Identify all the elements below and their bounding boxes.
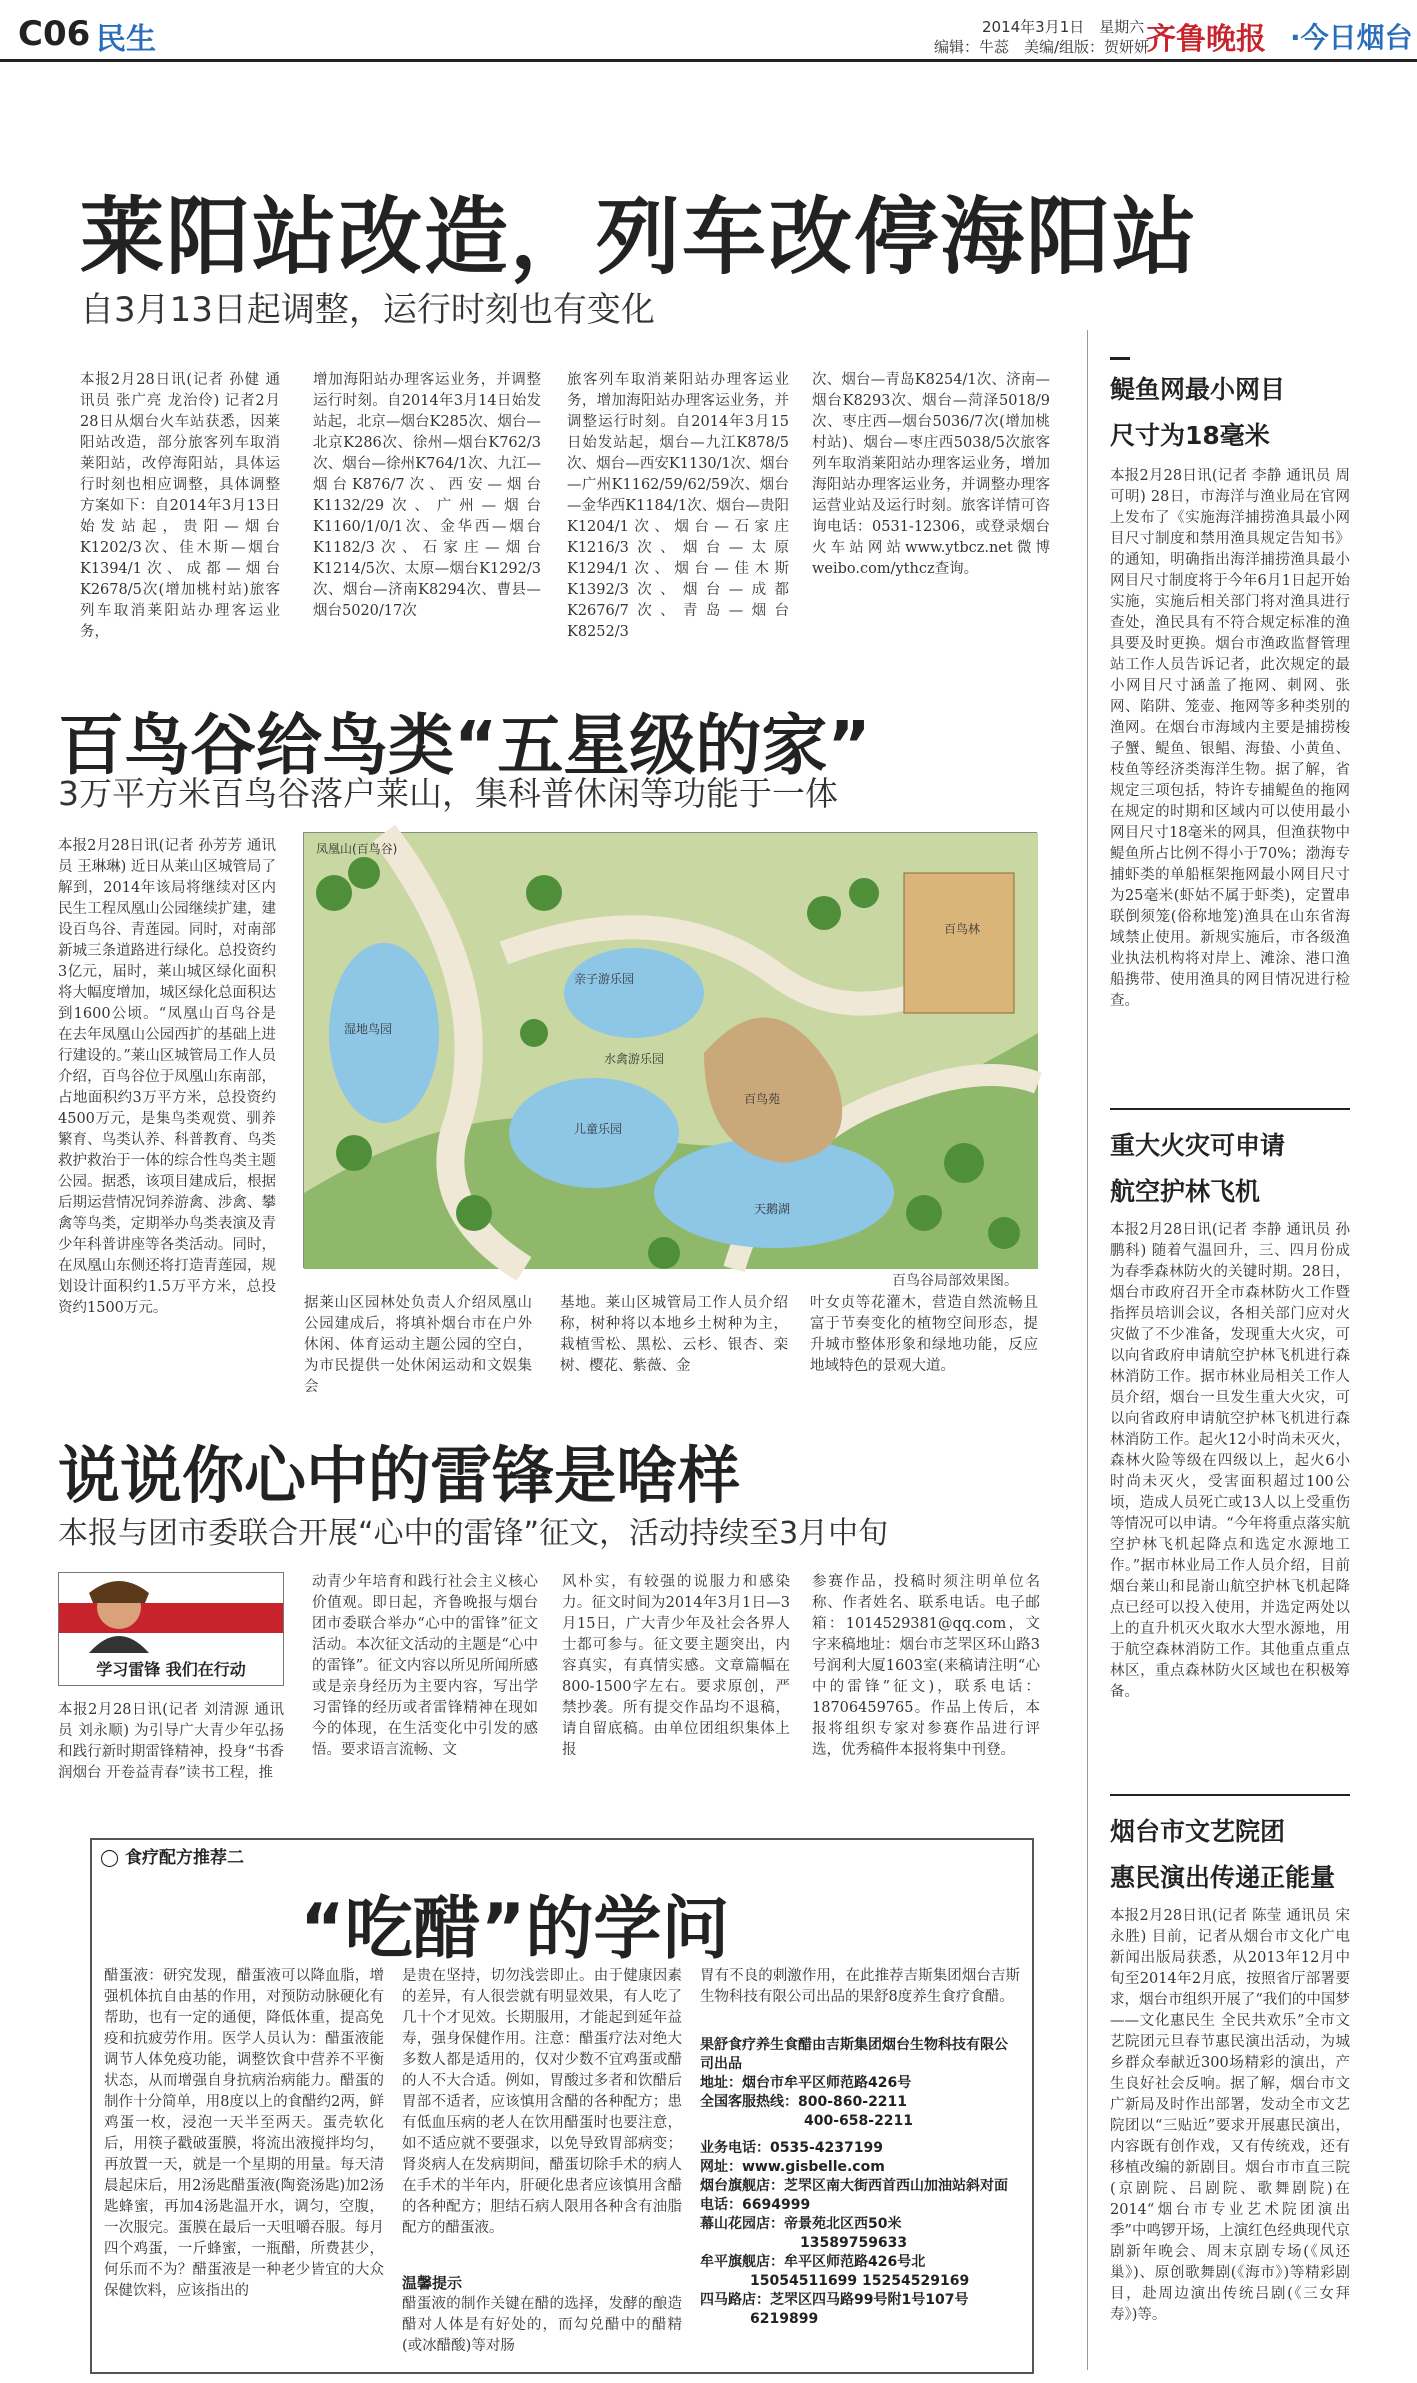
issue-date: 2014年3月1日 星期六 xyxy=(982,18,1145,36)
ad-line: 地址：烟台市牟平区师范路426号 xyxy=(700,2075,912,2091)
article-column: 次、烟台—青岛K8254/1次、济南—烟台K8293次、烟台—菏泽5018/9次、枣庄西—烟台5036/7次(增加桃村站)、烟台—枣庄西5038/5次旅客列车取消莱阳站办理客运业务，增加海阳站办理客运业务，并调整办理客运营业站及运行时刻。旅客详情可咨询电话：0531-12306，或登录烟台火车站网站www.ytbcz.net微博weibo.com/ythcz查询。 xyxy=(812,372,1050,577)
badge-caption: 学习雷锋 我们在行动 xyxy=(96,1660,246,1679)
bird-valley-rendering xyxy=(303,832,1037,1268)
article-column: 据莱山区园林处负责人介绍凤凰山公园建成后，将填补烟台市在户外休闲、体育运动主题公园的空白，为市民提供一处休闲运动和文娱集会 xyxy=(304,1295,532,1395)
map-label: 百鸟林 xyxy=(944,922,981,936)
section-name: 民生 xyxy=(96,22,156,57)
side-headline: 鳀鱼网最小网目 xyxy=(1110,375,1286,404)
ad-line: 全国客服热线：800-860-2211 xyxy=(700,2094,908,2110)
map-label: 凤凰山(百鸟谷) xyxy=(316,842,398,856)
editors-credit: 编辑：牛蕊 美编/组版：贺妍妍 xyxy=(934,38,1150,56)
leifeng-portrait-icon xyxy=(59,1573,283,1653)
ad-line: 400-658-2211 xyxy=(804,2113,914,2129)
feature-tag-label: 食疗配方推荐二 xyxy=(124,1848,244,1868)
page-number: C06 xyxy=(18,14,91,54)
section-divider xyxy=(1110,1108,1350,1110)
map-label: 天鹅湖 xyxy=(754,1202,791,1216)
section-divider xyxy=(1110,1794,1350,1796)
article-column: 风朴实，有较强的说服力和感染力。征文时间为2014年3月1日—3月15日，广大青少年及社会各界人士都可参与。征文要主题突出，内容真实，有真情实感。文章篇幅在800-1500字左右。要求原创，严禁抄袭。所有提交作品均不退稿，请自留底稿。由单位团组织集体上报 xyxy=(562,1574,790,1758)
side-article: 本报2月28日讯(记者 李静 通讯员 孙鹏科) 随着气温回升，三、四月份成为春季森林防火的关键时期。28日，烟台市政府召开全市森林防火工作暨指挥员培训会议，各相关部门应对火灾做了不少准备，发现重大火灾，可以向省政府申请航空护林飞机进行森林消防工作。据市林业局相关工作人员介绍，烟台一旦发生重大火灾，可以向省政府申请航空护林飞机进行森林消防工作。起火12小时尚未灭火，森林火险等级在四级以上，起火6小时尚未灭火，受害面积超过100公顷，造成人员死亡或13人以上受重伤等情况可以申请。“今年将重点落实航空护林飞机起降点和选定水源地工作。”据市林业局工作人员介绍，目前烟台莱山和昆嵛山航空护林飞机起降点已经可以投入使用，并选定两处以上的直升机灭火取水大型水源地，用于航空森林消防工作。其他重点重点林区，重点森林防火区域也在积极筹备。 xyxy=(1110,1222,1350,1700)
map-label: 亲子游乐园 xyxy=(574,972,635,986)
map-label: 湿地鸟园 xyxy=(344,1022,393,1036)
image-caption: 百鸟谷局部效果图。 xyxy=(892,1273,1018,1289)
warm-tip-heading: 温馨提示 xyxy=(402,2274,463,2292)
subhead-leifeng: 本报与团市委联合开展“心中的雷锋”征文，活动持续至3月中旬 xyxy=(58,1516,889,1551)
page-header xyxy=(0,0,1417,62)
ad-line: 15054511699 15254529169 xyxy=(750,2273,970,2289)
ad-line: 四马路店：芝罘区四马路99号附1号107号 xyxy=(700,2292,969,2308)
leifeng-badge xyxy=(58,1572,284,1686)
subhead-bird-valley: 3万平方米百鸟谷落户莱山，集科普休闲等功能于一体 xyxy=(58,774,838,813)
ad-line: 幕山花园店：帝景苑北区西50米 xyxy=(700,2216,902,2232)
headline-laiyang-station: 莱阳站改造，列车改停海阳站 xyxy=(80,188,1199,286)
edition-name: ·今日烟台 xyxy=(1290,21,1413,54)
ad-line: 网址：www.gisbelle.com xyxy=(700,2159,885,2175)
headline-vinegar: “吃醋”的学问 xyxy=(300,1890,730,1969)
ad-line: 牟平旗舰店：牟平区师范路426号北 xyxy=(700,2254,926,2270)
ad-line: 6219899 xyxy=(750,2311,819,2327)
side-headline: 尺寸为18毫米 xyxy=(1110,421,1270,450)
article-column: 是贵在坚持，切勿浅尝即止。由于健康因素的差异，有人很尝就有明显效果，有人吃了几十个才见效。长期服用，才能起到延年益寿，强身保健作用。注意：醋蛋疗法对绝大多数人都是适用的，仅对少数不宜鸡蛋或醋的人不大合适。例如，胃酸过多者和饮醋后胃部不适者，应该慎用含醋的各种配方；患有低血压病的老人在饮用醋蛋时也要注意，如不适应就不要强求，以免导致胃部病变；肾炎病人在发病期间，醋蛋切除手术的病人在手术的半年内，肝硬化患者应该慎用含醋的各种配方；胆结石病人限用各种含有油脂配方的醋蛋液。 xyxy=(402,1968,682,2236)
article-column: 醋蛋液：研究发现，醋蛋液可以降血脂，增强机体抗自由基的作用，对预防动脉硬化有帮助，也有一定的通便，降低体重，提高免疫和抗疲劳作用。医学人员认为：醋蛋液能调节人体免疫功能，调整饮食中营养不平衡状态，从而增强自身抗病治病能力。醋蛋的制作十分简单，用8度以上的食醋约2两，鲜鸡蛋一枚，浸泡一天半至两天。蛋壳软化后，用筷子戳破蛋膜，将流出液搅拌均匀，再放置一天，就是一个星期的用量。每天清晨起床后，用2汤匙醋蛋液(陶瓷汤匙)加2汤匙蜂蜜，再加4汤匙温开水，调匀，空腹，一次服完。蛋膜在最后一天咀嚼吞服。每月四个鸡蛋，一斤蜂蜜，一瓶醋，所费甚少，何乐而不为？醋蛋液是一种老少皆宜的大众保健饮料，应该指出的 xyxy=(104,1968,384,2299)
headline-bird-valley: 百鸟谷给鸟类“五星级的家” xyxy=(58,707,871,784)
headline-leifeng: 说说你心中的雷锋是啥样 xyxy=(58,1439,741,1512)
vinegar-ad xyxy=(700,2036,1020,2329)
ad-line: 果舒食疗养生食醋由吉斯集团烟台生物科技有限公司出品 xyxy=(700,2037,1008,2072)
side-article: 本报2月28日讯(记者 陈莹 通讯员 宋永胜) 目前，记者从烟台市文化广电新闻出版局获悉，从2013年12月中旬至2014年2月底，按照省厅部署要求，烟台市组织开展了“我们的中国梦——文化惠民生 全民共欢乐”全市文艺院团元旦春节惠民演出活动，为城乡群众奉献近300场精彩的演出，产生良好社会反响。据了解，烟台市文广新局及时作出部署，发动全市文艺院团以“三贴近”要求开展惠民演出，内容既有创作戏，又有传统戏，还有移植改编的新剧目。烟台市市直三院(京剧院、吕剧院、歌舞剧院)在2014“烟台市专业艺术院团演出季”中鸣锣开场，上演红色经典现代京剧新年晚会、周末京剧专场(《凤还巢》)、原创歌舞剧(《海市》)等精彩剧目，赴周边演出传统吕剧(《三女拜寿》)等。 xyxy=(1110,1908,1350,2323)
map-label: 水禽游乐园 xyxy=(604,1052,665,1066)
side-headline: 烟台市文艺院团 xyxy=(1110,1817,1286,1846)
subhead-laiyang-station: 自3月13日起调整，运行时刻也有变化 xyxy=(80,290,655,330)
side-headline: 航空护林飞机 xyxy=(1110,1177,1261,1206)
map-label: 百鸟苑 xyxy=(744,1092,781,1106)
article-column: 醋蛋液的制作关键在醋的选择，发酵的酿造醋对人体是有好处的，而勾兑醋中的醋精(或冰醋酸)等对肠 xyxy=(402,2296,682,2354)
ad-line: 13589759633 xyxy=(800,2235,908,2251)
ad-line: 电话：6694999 xyxy=(700,2197,811,2213)
article-column: 参赛作品，投稿时须注明单位名称、作者姓名、联系电话。电子邮箱：1014529381@qq.com，文字来稿地址：烟台市芝罘区环山路3号润利大厦1603室(来稿请注明“心中的雷锋”征文)，联系电话：18706459765。作品上传后，本报将组织专家对参赛作品进行评选，优秀稿件本报将集中刊登。 xyxy=(812,1574,1040,1758)
article-column: 胃有不良的刺激作用，在此推荐吉斯集团烟台吉斯生物科技有限公司出品的果舒8度养生食疗食醋。 xyxy=(700,1968,1020,2005)
article-column: 本报2月28日讯(记者 刘清源 通讯员 刘永顺) 为引导广大青少年弘扬和践行新时期雷锋精神，投身“书香润烟台 开卷益青春”读书工程，推 xyxy=(58,1702,284,1781)
article-column: 本报2月28日讯(记者 孙芳芳 通讯员 王琳琳) 近日从莱山区城管局了解到，2014年该局将继续对区内民生工程凤凰山公园继续扩建，建设百鸟谷、青莲园。同时，对南部新城三条道路进行绿化。总投资约3亿元，届时，莱山城区绿化面积将大幅度增加，城区绿化总面积达到1600公顷。“凤凰山百鸟谷是在去年凤凰山公园西扩的基础上进行建设的。”莱山区城管局工作人员介绍，百鸟谷位于凤凰山东南部，占地面积约3万平方米，总投资约4500万元，是集鸟类观赏、驯养繁育、鸟类认养、科普教育、鸟类救护救治于一体的综合性鸟类主题公园。据悉，该项目建成后，根据后期运营情况饲养游禽、涉禽、攀禽等鸟类，定期举办鸟类表演及青少年科普讲座等各类活动。同时，在凤凰山东侧还将打造青莲园，规划设计面积约1.5万平方米，总投资约1500万元。 xyxy=(58,838,276,1316)
ad-line: 烟台旗舰店：芝罘区南大街西首西山加油站斜对面 xyxy=(700,2178,1008,2194)
article-column: 基地。莱山区城管局工作人员介绍称，树种将以本地乡土树种为主，栽植雪松、黑松、云杉、银杏、栾树、樱花、紫薇、金 xyxy=(560,1295,788,1374)
feature-tag: ◯ 食疗配方推荐二 xyxy=(100,1848,244,1868)
side-article: 本报2月28日讯(记者 李静 通讯员 周可明) 28日，市海洋与渔业局在官网上发布了《实施海洋捕捞渔具最小网目尺寸制度和禁用渔具规定告知书》的通知，明确指出海洋捕捞渔具最小网目尺寸制度将于今年6月1日起开始实施，实施后相关部门将对渔具进行查处，渔民具有不符合规定标准的渔具要及时更换。烟台市渔政监督管理站工作人员告诉记者，此次规定的最小网目尺寸涵盖了拖网、刺网、张网、陷阱、笼壶、拖网等多种类别的渔网。在烟台市海域内主要是捕捞梭子蟹、鳀鱼、银鲳、海蛰、小黄鱼、枝鱼等经济类海洋生物。据了解，省规定三项包括，特许专捕鳀鱼的拖网在规定的时期和区域内可以使用最小网目尺寸18毫米的网具，但渔获物中鳀鱼所占比例不得小于70%；渤海专捕虾类的单船框架拖网最小网目尺寸为25毫米(虾姑不属于虾类)，定置串联倒须笼(俗称地笼)渔具在山东省海域禁止使用。新规实施后，市各级渔业执法机构将对岸上、滩涂、港口渔船携带、使用渔具的网目情况进行检查。 xyxy=(1110,468,1350,1009)
article-column: 叶女贞等花灌木，营造自然流畅且富于节奏变化的植物空间形态，提升城市整体形象和绿地功能，反应地域特色的景观大道。 xyxy=(810,1295,1038,1374)
column-divider xyxy=(1087,330,1088,2370)
side-headline: 重大火灾可申请 xyxy=(1110,1131,1286,1160)
map-label: 儿童乐园 xyxy=(574,1122,623,1136)
park-map-illustration xyxy=(304,833,1038,1269)
article-column: 动青少年培育和践行社会主义核心价值观。即日起，齐鲁晚报与烟台团市委联合举办“心中的雷锋”征文活动。本次征文活动的主题是“心中的雷锋”。征文内容以所见所闻所感或是亲身经历为主要内容，写出学习雷锋的经历或者雷锋精神在现如今的体现，在生活变化中引发的感悟。要求语言流畅、文 xyxy=(312,1574,538,1758)
section-mark xyxy=(1110,357,1130,360)
side-headline: 惠民演出传递正能量 xyxy=(1110,1863,1336,1892)
article-column: 增加海阳站办理客运业务，并调整运行时刻。自2014年3月14日始发站起，北京—烟台K285次、烟台—北京K286次、徐州—烟台K762/3次、烟台—徐州K764/1次、九江—烟台K876/7次、西安—烟台K1132/29次、广州—烟台K1160/1/0/1次、金华西—烟台K1182/3次、石家庄—烟台K1214/5次、太原—烟台K1292/3次、烟台—济南K8294次、曹县—烟台5020/17次 xyxy=(313,372,541,619)
ad-line: 业务电话：0535-4237199 xyxy=(700,2140,883,2156)
newspaper-logo: 齐鲁晚报 xyxy=(1146,22,1266,57)
article-column: 本报2月28日讯(记者 孙健 通讯员 张广亮 龙治伶) 记者2月28日从烟台火车站获悉，因莱阳站改造，部分旅客列车取消莱阳站，改停海阳站，具体运行时刻也相应调整，具体调整方案如下：自2014年3月13日始发站起，贵阳—烟台K1202/3次、佳木斯—烟台K1394/1次、成都—烟台K2678/5次(增加桃村站)旅客列车取消莱阳站办理客运业务， xyxy=(80,372,280,640)
article-column: 旅客列车取消莱阳站办理客运业务，增加海阳站办理客运业务，并调整运行时刻。自2014年3月15日始发站起，烟台—九江K878/5次、烟台—西安K1130/1次、烟台—广州K1162/59/62/59次、烟台—金华西K1184/1次、烟台—贵阳K1204/1次、烟台—石家庄K1216/3次、烟台—太原K1294/1次、烟台—佳木斯K1392/3次、烟台—成都K2676/7次、青岛—烟台K8252/3 xyxy=(567,372,789,640)
